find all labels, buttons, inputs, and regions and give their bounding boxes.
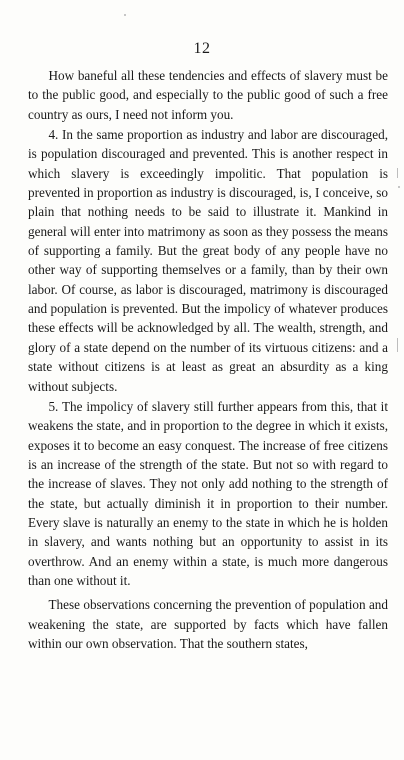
margin-mark xyxy=(397,338,398,352)
paper-speck xyxy=(398,186,400,188)
paragraph-slavery-effects: How baneful all these tendencies and effects of slavery must be to the public good, and especially to the public good of such a free country as ours, I need not inform you. xyxy=(28,68,388,122)
paragraph-population-discouraged: 4. In the same proportion as industry and labor are discouraged, is population discouraged and prevented. This is another respect in which slavery is exceedingly impolitic. That population is prevented in proportion as industry is discouraged, is, I conceive, so plain that nothing needs to be said to illustrate it. Mankind in general will enter into matrimony as soon as they possess the means of supporting a family. But the great body of any people have no other way of supporting themselves or a family, than by their own labor. Of course, as labor is discouraged, matrimony is discouraged and population is prevented. But the impolicy of whatever produces these effects will be acknowledged by all. The wealth, strength, and glory of a state depend on the number of its virtuous citizens: and a state without citizens is at least as great an absurdity as a king without subjects. xyxy=(28,127,388,394)
paragraph-weakens-state: 5. The impolicy of slavery still further appears from this, that it weakens the state, and in proportion to the degree in which it exists, exposes it to become an easy conquest. The increase of free citizens is an increase of the strength of the state. But not so with regard to the increase of slaves. They not only add nothing to the strength of the state, but actually diminish it in proportion to their number. Every slave is naturally an enemy to the state in which he is holden in slavery, and wants nothing but an opportunity to assist in its overthrow. And an enemy within a state, is much more dangerous than one without it. xyxy=(28,398,388,588)
paragraph-observations: These observations concerning the prevention of population and weakening the state, are supported by facts which have fallen within our own observation. That the southern states, xyxy=(28,597,388,651)
margin-mark xyxy=(397,168,398,178)
page-number: 12 xyxy=(193,40,211,57)
paper-speck xyxy=(124,14,126,16)
page-text xyxy=(28,66,388,653)
